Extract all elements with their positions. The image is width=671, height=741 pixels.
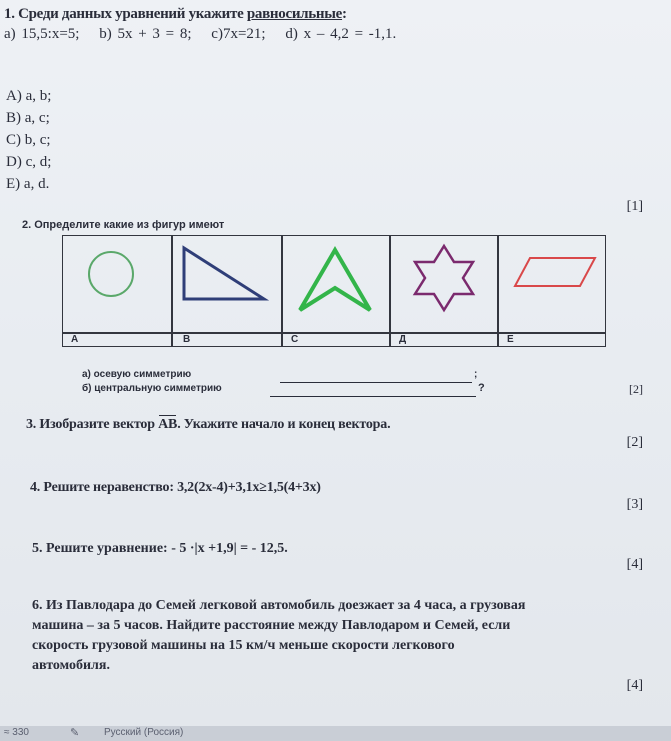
- q4-text: 4. Решите неравенство: 3,2(2x-4)+3,1x≥1,5(4+3x): [30, 480, 321, 495]
- figures-svg: [63, 236, 604, 332]
- q2-answer-line-b[interactable]: [270, 396, 476, 397]
- figure-star: [415, 246, 473, 310]
- figure-chevron: [300, 250, 370, 310]
- q5-score: [4]: [626, 557, 643, 572]
- q6-line-3: скорость грузовой машины на 15 км/ч меньше скорости легкового: [32, 638, 455, 653]
- status-bar: [0, 726, 671, 741]
- q1-option-b[interactable]: B) a, c;: [6, 110, 50, 126]
- q1-title-text: 1. Среди данных уравнений укажите: [4, 6, 247, 22]
- q1-equations: [4, 26, 410, 43]
- q1-score: [1]: [626, 199, 643, 214]
- spellcheck-icon[interactable]: ✎: [70, 727, 80, 739]
- q1-option-a[interactable]: A) a, b;: [6, 88, 52, 104]
- q6-line-4: автомобиля.: [32, 658, 110, 673]
- figure-label-d: Д: [399, 334, 407, 345]
- q1-option-d[interactable]: D) c, d;: [6, 154, 52, 170]
- q6-score: [4]: [626, 678, 643, 693]
- figure-table: [62, 235, 606, 347]
- q1-equation-b: b) 5x + 3 = 8;: [99, 26, 192, 42]
- q2-answer-line-a[interactable]: [280, 382, 472, 383]
- q1-option-c[interactable]: C) b, c;: [6, 132, 51, 148]
- q5-text: 5. Решите уравнение: - 5 ·|x +1,9| = - 12,5.: [32, 541, 288, 556]
- q4-score: [3]: [626, 497, 643, 512]
- q1-equation-d: d) x – 4,2 = -1,1.: [285, 26, 397, 42]
- q1-title: [4, 6, 347, 23]
- q2-score: [2]: [629, 382, 643, 396]
- q1-equation-a: a) 15,5:x=5;: [4, 26, 80, 42]
- q3-vector: AB: [158, 417, 178, 432]
- figure-circle: [89, 252, 133, 296]
- q3-text-start: 3. Изобразите вектор: [26, 417, 159, 432]
- figure-label-b: B: [183, 334, 191, 345]
- q1-equation-c: c)7x=21;: [211, 26, 266, 42]
- q2-sub-a: а) осевую симметрию: [82, 369, 192, 380]
- q3-text-end: . Укажите начало и конец вектора.: [177, 417, 391, 432]
- figure-label-e: E: [507, 334, 514, 345]
- language-indicator[interactable]: Русский (Россия): [104, 727, 184, 738]
- q1-option-e[interactable]: E) a, d.: [6, 176, 50, 192]
- q1-title-underlined: равносильные: [246, 6, 343, 22]
- q2-title: 2. Определите какие из фигур имеют: [22, 219, 225, 231]
- q6-line-1: 6. Из Павлодара до Семей легковой автомобиль доезжает за 4 часа, а грузовая: [32, 598, 526, 613]
- q1-title-colon: :: [342, 6, 347, 22]
- q2-sub-a-end: ;: [474, 369, 478, 380]
- q6-line-2: машина – за 5 часов. Найдите расстояние между Павлодаром и Семей, если: [32, 618, 511, 633]
- status-bar-left: ≈ 330: [4, 727, 29, 738]
- figure-parallelogram: [515, 258, 595, 286]
- q2-sub-b-end: ?: [478, 382, 485, 394]
- q3-text: [26, 417, 390, 433]
- figure-label-a: A: [71, 334, 79, 345]
- q3-score: [2]: [626, 435, 643, 450]
- figure-label-c: C: [291, 334, 299, 345]
- q2-sub-b: б) центральную симметрию: [82, 383, 222, 394]
- figure-triangle: [184, 248, 264, 299]
